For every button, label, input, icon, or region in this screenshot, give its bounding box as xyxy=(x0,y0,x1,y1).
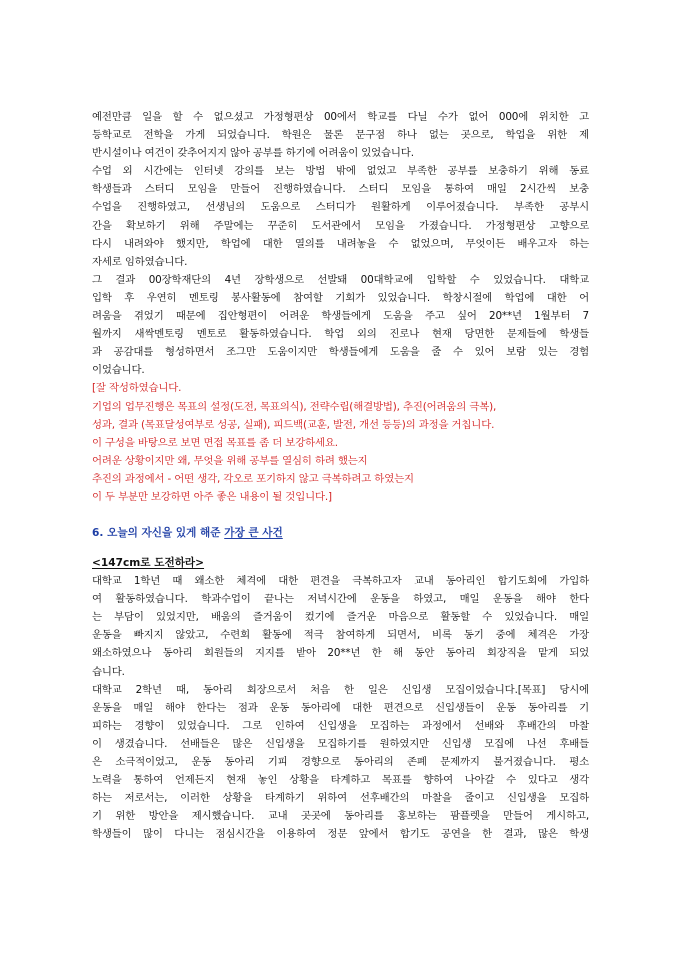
text-line: 기 위한 방안을 제시했습니다. 교내 곳곳에 동아리를 홍보하는 팜플렛을 만들어 게시하고, xyxy=(92,810,589,823)
subheading xyxy=(92,554,589,572)
feedback-line: 추진의 과정에서 - 어떤 생각, 각오로 포기하지 않고 극복하려고 하였는지 xyxy=(92,472,414,485)
text-line: 이 생겼습니다. 선배들은 많은 신입생을 모집하기를 원하였지만 신입생 모집에 나선 후배들 xyxy=(92,737,589,750)
text-line: 학생들과 스터디 모임을 만들어 진행하였습니다. 스터디 모임을 통하여 매일 2시간씩 보충 xyxy=(92,183,589,196)
section-heading xyxy=(92,524,589,542)
text-line: 하는 저로서는, 이러한 상황을 타계하기 위하여 선후배간의 마찰을 줄이고 신입생을 모집하 xyxy=(92,792,589,805)
text-line: 노력을 통하여 언제든지 현재 놓인 상황을 타계하고 목표를 향하여 나아갈 수 있다고 생각 xyxy=(92,774,589,787)
document-page xyxy=(92,108,589,843)
text-line: 월까지 새싹멘토링 멘토로 활동하였습니다. 학업 외의 진로나 현재 당면한 문제들에 학생들 xyxy=(92,328,589,341)
text-line: 반시설이나 여건이 갖추어지지 않아 공부를 하기에 어려움이 있었습니다. xyxy=(92,147,414,160)
text-line: 운동을 매일 해야 한다는 점과 운동 동아리에 대한 편견으로 신입생들이 운동 동아리를 기 xyxy=(92,701,589,714)
text-line: 는 부담이 있었지만, 배움의 즐거움이 컸기에 즐거운 마음으로 활동할 수 있었습니다. 매일 xyxy=(92,611,589,624)
text-line: 그 결과 00장학재단의 4년 장학생으로 선발돼 00대학교에 입학할 수 있었습니다. 대학교 xyxy=(92,273,589,286)
text-line: 다시 내려와야 했지만, 학업에 대한 열의를 내려놓을 수 없었으며, 무엇이든 배우고자 하는 xyxy=(92,237,589,250)
text-line: 입학 후 우연히 멘토링 봉사활동에 참여할 기회가 있었습니다. 학창시절에 학업에 대한 어 xyxy=(92,291,589,304)
text-line: 과 공감대를 형성하면서 조그만 도움이지만 학생들에게 도움을 줄 수 있어 보람 있는 경험 xyxy=(92,346,589,359)
paragraph-club xyxy=(92,572,589,681)
paragraph-recruitment xyxy=(92,681,589,844)
text-line: 여 활동하였습니다. 학과수업이 끝나는 저녁시간에 운동을 하였고, 매일 운동을 해야 한다 xyxy=(92,593,589,606)
reviewer-feedback xyxy=(92,379,589,506)
section-number: 6. xyxy=(92,527,104,540)
text-line: 이었습니다. xyxy=(92,364,145,377)
text-line: 은 소극적이었고, 운동 동아리 기피 경향으로 동아리의 존폐 문제까지 불거졌습니다. 평소 xyxy=(92,756,589,768)
feedback-line: 이 구성을 바탕으로 보면 면접 목표를 좀 더 보강하세요. xyxy=(92,436,338,449)
text-line: 대학교 1학년 때 왜소한 체격에 대한 편견을 극복하고자 교내 동아리인 합기도회에 가입하 xyxy=(92,575,589,588)
feedback-line: 어려운 상황이지만 왜, 무엇을 위해 공부를 열심히 하려 했는지 xyxy=(92,454,368,467)
text-line: 예전만큼 일을 할 수 없으셨고 가정형편상 00에서 학교를 다닐 수가 없어 000에 위치한 고 xyxy=(92,111,589,123)
paragraph-study-group xyxy=(92,162,589,271)
text-line: 수업 외 시간에는 인터넷 강의를 보는 방법 밖에 없었고 부족한 공부를 보충하기 위해 동료 xyxy=(92,165,589,178)
text-line: 간을 확보하기 위해 주말에는 꾸준히 도서관에서 모임을 가졌습니다. 가정형편상 고향으로 xyxy=(92,219,589,232)
paragraph-scholarship xyxy=(92,271,589,380)
paragraph-hardship xyxy=(92,108,589,162)
text-line: 수업을 진행하였고, 선생님의 도움으로 스터디가 원활하게 이루어졌습니다. 부족한 공부시 xyxy=(92,201,589,214)
text-line: 려움을 겪었기 때문에 집안형편이 어려운 학생들에게 도움을 주고 싶어 20**년 1월부터 7 xyxy=(92,310,589,323)
feedback-line: 성과, 결과 (목표달성여부로 성공, 실패), 피드백(교훈, 발전, 개선 등등)의 과정을 거칩니다. xyxy=(92,418,495,431)
text-line: 왜소하였으나 동아리 회원들의 지지를 받아 20**년 한 해 동안 동아리 회장직을 맡게 되었 xyxy=(92,647,589,660)
text-line: 대학교 2학년 때, 동아리 회장으로서 처음 한 일은 신입생 모집이었습니다.[목표] 당시에 xyxy=(92,683,589,696)
text-line: 학생들이 많이 다니는 점심시간을 이용하여 정문 앞에서 합기도 공연을 한 결과, 많은 학생 xyxy=(92,828,589,841)
feedback-line: 이 두 부분만 보강하면 아주 좋은 내용이 될 것입니다.] xyxy=(92,490,332,503)
subheading-text: <147cm로 도전하라> xyxy=(92,557,205,570)
section-title-underlined: 가장 큰 사건 xyxy=(224,527,283,540)
section-title: 오늘의 자신을 있게 해준 xyxy=(107,527,221,540)
text-line: 습니다. xyxy=(92,665,125,678)
text-line: 자세로 임하였습니다. xyxy=(92,255,188,268)
text-line: 피하는 경향이 있었습니다. 그로 인하여 신입생을 모집하는 과정에서 선배와 후배간의 마찰 xyxy=(92,719,589,732)
feedback-line: 기업의 업무진행은 목표의 설정(도전, 목표의식), 전략수립(해결방법), 추진(어려움의 극복), xyxy=(92,400,497,413)
text-line: 등학교로 전학을 가게 되었습니다. 학원은 물론 문구점 하나 없는 곳으로, 학업을 위한 제 xyxy=(92,129,589,142)
text-line: 운동을 빠지지 않았고, 수련회 활동에 적극 참여하게 되면서, 비록 동기 중에 체격은 가장 xyxy=(92,629,589,642)
feedback-line: [잘 작성하였습니다. xyxy=(92,382,182,395)
